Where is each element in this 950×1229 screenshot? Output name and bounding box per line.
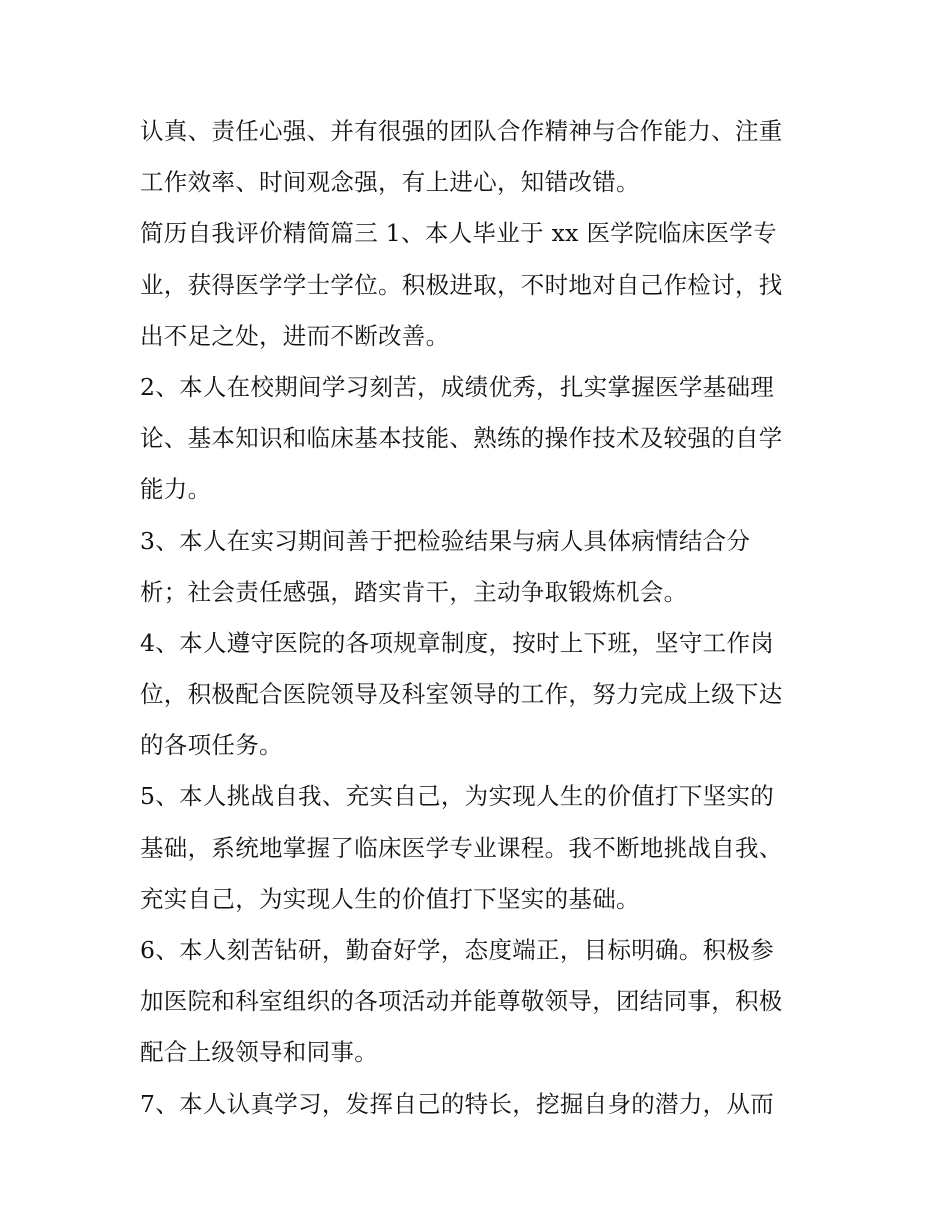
text-line: 出不足之处，进而不断改善。 [140, 321, 450, 350]
text-line: 工作效率、时间观念强，有上进心，知错改错。 [140, 168, 640, 197]
text-line: 3、本人在实习期间善于把检验结果与病人具体病情结合分 [140, 526, 751, 555]
text-line: 4、本人遵守医院的各项规章制度，按时上下班，坚守工作岗 [140, 628, 775, 657]
document-body [140, 106, 820, 1130]
text-line: 7、本人认真学习，发挥自己的特长，挖掘自身的潜力，从而 [140, 1089, 775, 1118]
text-line: 的各项任务。 [140, 731, 283, 760]
text-line: 充实自己，为实现人生的价值打下坚实的基础。 [140, 884, 640, 913]
text-line: 基础，系统地掌握了临床医学专业课程。我不断地挑战自我、 [140, 833, 783, 862]
text-line: 能力。 [140, 475, 212, 504]
text-line: 加医院和科室组织的各项活动并能尊敬领导，团结同事，积极 [140, 987, 783, 1016]
text-line: 2、本人在校期间学习刻苦，成绩优秀，扎实掌握医学基础理 [140, 372, 775, 401]
text-line: 析；社会责任感强，踏实肯干，主动争取锻炼机会。 [140, 577, 688, 606]
text-line: 简历自我评价精简篇三 1、本人毕业于 xx 医学院临床医学专 [140, 219, 777, 248]
text-line: 位，积极配合医院领导及科室领导的工作，努力完成上级下达 [140, 680, 783, 709]
text-line: 认真、责任心强、并有很强的团队合作精神与合作能力、注重 [140, 117, 783, 145]
text-line: 配合上级领导和同事。 [140, 1038, 378, 1067]
text-line: 5、本人挑战自我、充实自己，为实现人生的价值打下坚实的 [140, 782, 775, 811]
text-line: 6、本人刻苦钻研，勤奋好学，态度端正，目标明确。积极参 [140, 936, 775, 964]
text-line: 业，获得医学学士学位。积极进取，不时地对自己作检讨，找 [140, 270, 783, 299]
text-line: 论、基本知识和临床基本技能、熟练的操作技术及较强的自学 [140, 424, 783, 453]
